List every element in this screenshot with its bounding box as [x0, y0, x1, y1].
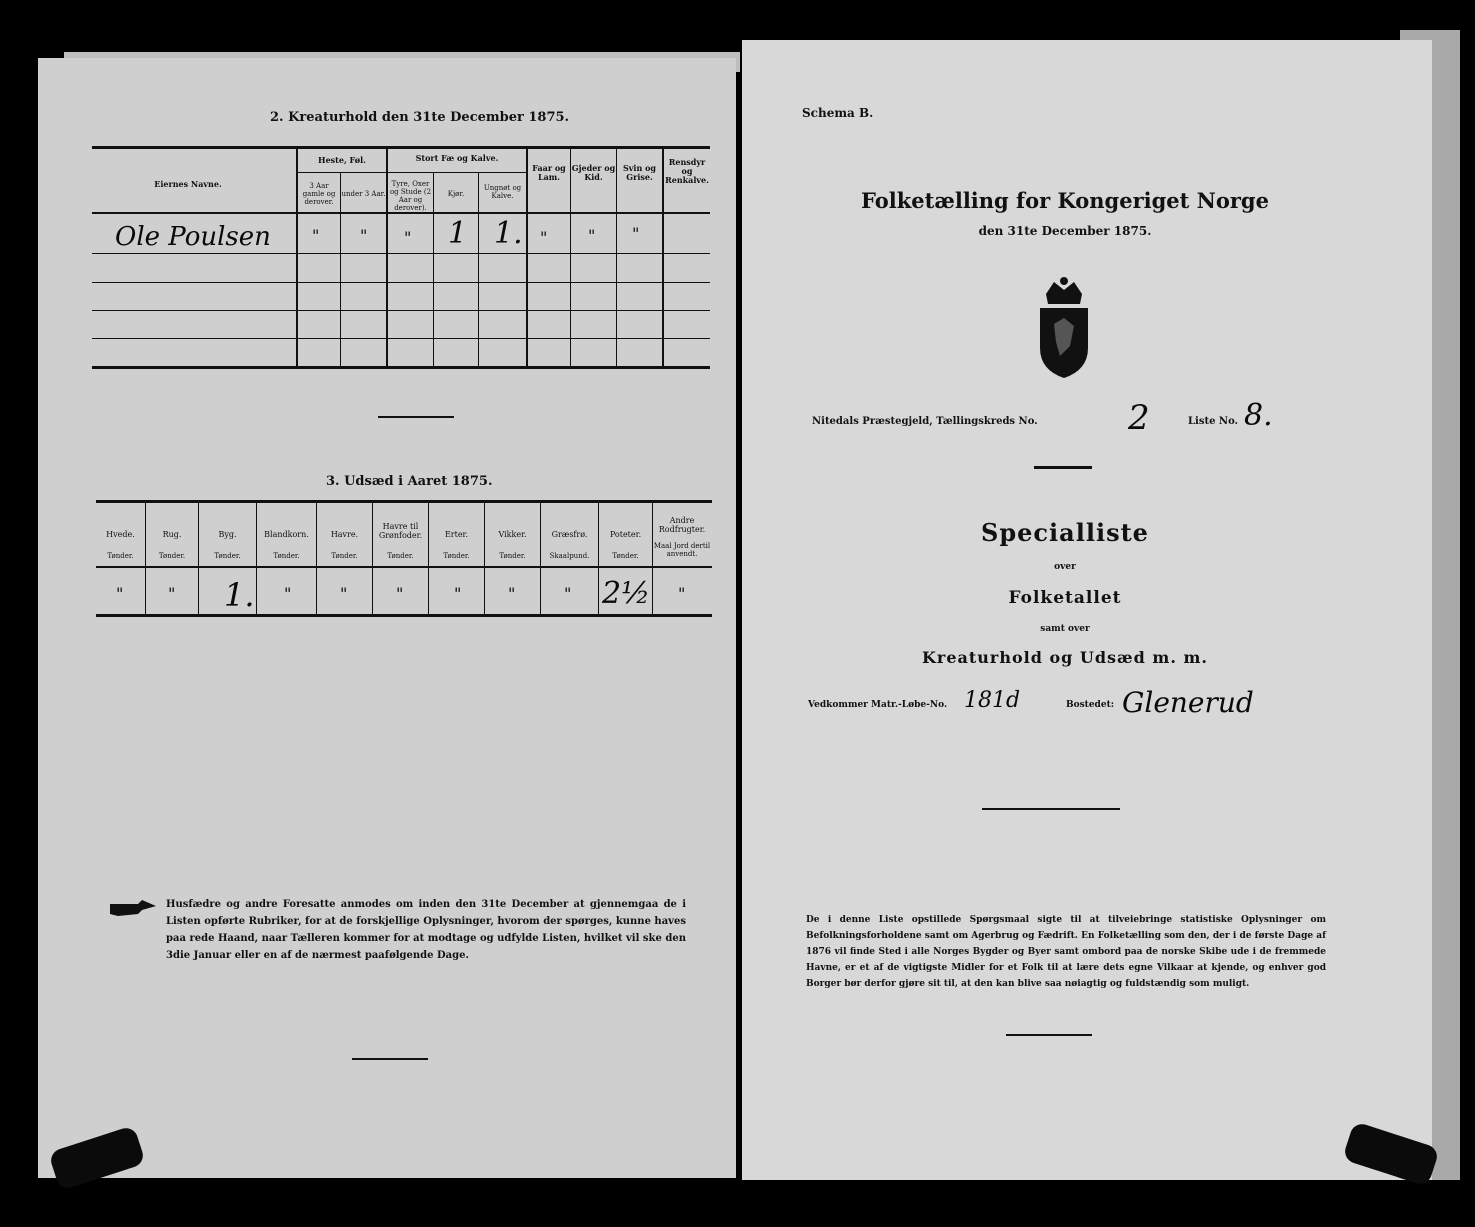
- divider: [982, 808, 1120, 810]
- cell-cattle-cows: 1: [448, 216, 468, 251]
- crop-unit-10: Maal Jord dertil anvendt.: [653, 542, 711, 558]
- cell-cattle-young: 1.: [494, 216, 523, 251]
- crop-value-5: ": [396, 584, 404, 603]
- over-label: over: [1054, 562, 1076, 572]
- header-cattle-bulls: Tyre, Oxer og Stude (2 Aar og derover).: [389, 180, 432, 212]
- crop-value-1: ": [168, 584, 176, 603]
- section3-title: 3. Udsæd i Aaret 1875.: [326, 474, 493, 489]
- crop-value-10: ": [678, 584, 686, 603]
- crop-header-2: Byg.: [218, 530, 237, 539]
- census-date: den 31te December 1875.: [978, 224, 1152, 238]
- crop-value-3: ": [284, 584, 292, 603]
- crop-header-7: Vikker.: [498, 530, 527, 539]
- crop-header-0: Hvede.: [106, 530, 135, 539]
- crop-unit-5: Tønder.: [387, 552, 414, 560]
- crop-header-1: Rug.: [162, 530, 182, 539]
- folketallet-label: Folketallet: [1008, 588, 1122, 608]
- crop-value-2: 1.: [224, 576, 255, 614]
- crop-unit-3: Tønder.: [273, 552, 300, 560]
- cell-horses-adult: ": [312, 226, 320, 245]
- crop-value-8: ": [564, 584, 572, 603]
- crop-unit-0: Tønder.: [107, 552, 134, 560]
- divider: [1006, 1034, 1092, 1036]
- cell-horses-young: ": [360, 226, 368, 245]
- schema-label: Schema B.: [802, 106, 874, 120]
- header-owner: Eiernes Navne.: [154, 179, 222, 189]
- crop-header-3: Blandkorn.: [264, 530, 309, 539]
- pointing-hand-icon: [108, 896, 158, 922]
- bosted-value: Glenerud: [1122, 686, 1254, 719]
- crop-unit-9: Tønder.: [612, 552, 639, 560]
- header-cattle: Stort Fæ og Kalve.: [415, 153, 499, 163]
- cell-sheep: ": [540, 228, 548, 247]
- census-title: Folketælling for Kongeriget Norge: [861, 188, 1269, 213]
- crop-unit-1: Tønder.: [158, 552, 186, 560]
- header-cattle-young: Ungnøt og Kalve.: [483, 184, 522, 200]
- purpose-text: De i denne Liste opstillede Spørgsmaal sigte til at tilveiebringe statistiske Oplysninger om Befolkningsforholdene samt om Agerbrug og Fædrift. En Folketælling som den, der i de første Dage af 1876 vil finde Sted i alle Norges Bygder og Byer samt ombord paa de norske Skibe ude i de fremmede Havne, er et af de vigtigste Midler for et Folk til at lære dets egne Vilkaar at kjende, og enhver god Borger bør derfor gjøre sit til, at den kan blive saa nøiagtig og fuldstændig som muligt.: [806, 915, 1326, 989]
- crop-header-8: Græsfrø.: [551, 530, 588, 539]
- divider: [352, 1058, 428, 1060]
- divider: [378, 416, 454, 418]
- crop-value-9: 2½: [602, 576, 651, 611]
- crop-header-5: Havre til Grønfoder.: [378, 522, 423, 540]
- list-label: Liste No.: [1188, 416, 1239, 427]
- crop-unit-6: Tønder.: [443, 552, 470, 560]
- header-horses-adult: 3 Aar gamle og derover.: [302, 182, 336, 206]
- header-horses-young: under 3 Aar.: [341, 190, 386, 198]
- crop-value-6: ": [454, 584, 462, 603]
- crop-unit-7: Tønder.: [499, 552, 526, 560]
- header-sheep: Faar og Lam.: [532, 163, 566, 182]
- crop-header-6: Erter.: [444, 530, 469, 539]
- matr-value: 181d: [964, 688, 1021, 713]
- header-reindeer: Rensdyr og Renkalve.: [665, 157, 709, 185]
- parish-label: Nitedals Præstegjeld, Tællingskreds No.: [812, 416, 1038, 427]
- section2-title: 2. Kreaturhold den 31te December 1875.: [270, 110, 570, 125]
- crop-unit-4: Tønder.: [331, 552, 358, 560]
- district-number: 2: [1128, 398, 1150, 438]
- crop-value-4: ": [340, 584, 348, 603]
- cell-cattle-bulls: ": [404, 228, 412, 247]
- crop-unit-8: Skaalpund.: [549, 552, 590, 560]
- matr-label: Vedkommer Matr.-Løbe-No.: [808, 700, 948, 710]
- list-number: 8.: [1244, 398, 1273, 433]
- notice-text: Husfædre og andre Foresatte anmodes om inden den 31te December at gjennemgaa de i Listen opførte Rubriker, for at de forskjellige Oplysninger, hvorom der spørges, kunne haves paa rede Haand, naar Tælleren kommer for at modtage og udfylde Listen, hvilket vil ske den 3die Januar eller en af de nærmest paafølgende Dage.: [166, 899, 686, 961]
- crop-value-0: ": [116, 584, 124, 603]
- crop-unit-2: Tønder.: [214, 552, 241, 560]
- samt-over-label: samt over: [1040, 624, 1090, 634]
- special-list-title: Specialliste: [981, 518, 1149, 547]
- crop-header-10: Andre Rodfrugter.: [658, 516, 706, 534]
- coat-of-arms-icon: [1034, 276, 1094, 380]
- crop-header-4: Havre.: [330, 530, 359, 539]
- crop-value-7: ": [508, 584, 516, 603]
- crop-header-9: Poteter.: [609, 530, 642, 539]
- header-cattle-cows: Kjør.: [447, 190, 465, 198]
- cell-goats: ": [588, 226, 596, 245]
- kreaturhold-label: Kreaturhold og Udsæd m. m.: [922, 648, 1208, 667]
- cell-pigs: ": [632, 224, 640, 243]
- bosted-label: Bostedet:: [1066, 700, 1115, 710]
- divider: [1034, 466, 1092, 469]
- header-pigs: Svin og Grise.: [623, 163, 656, 182]
- header-horses: Heste, Føl.: [318, 155, 366, 165]
- header-goats: Gjeder og Kid.: [571, 163, 616, 182]
- owner-name: Ole Poulsen: [115, 222, 271, 252]
